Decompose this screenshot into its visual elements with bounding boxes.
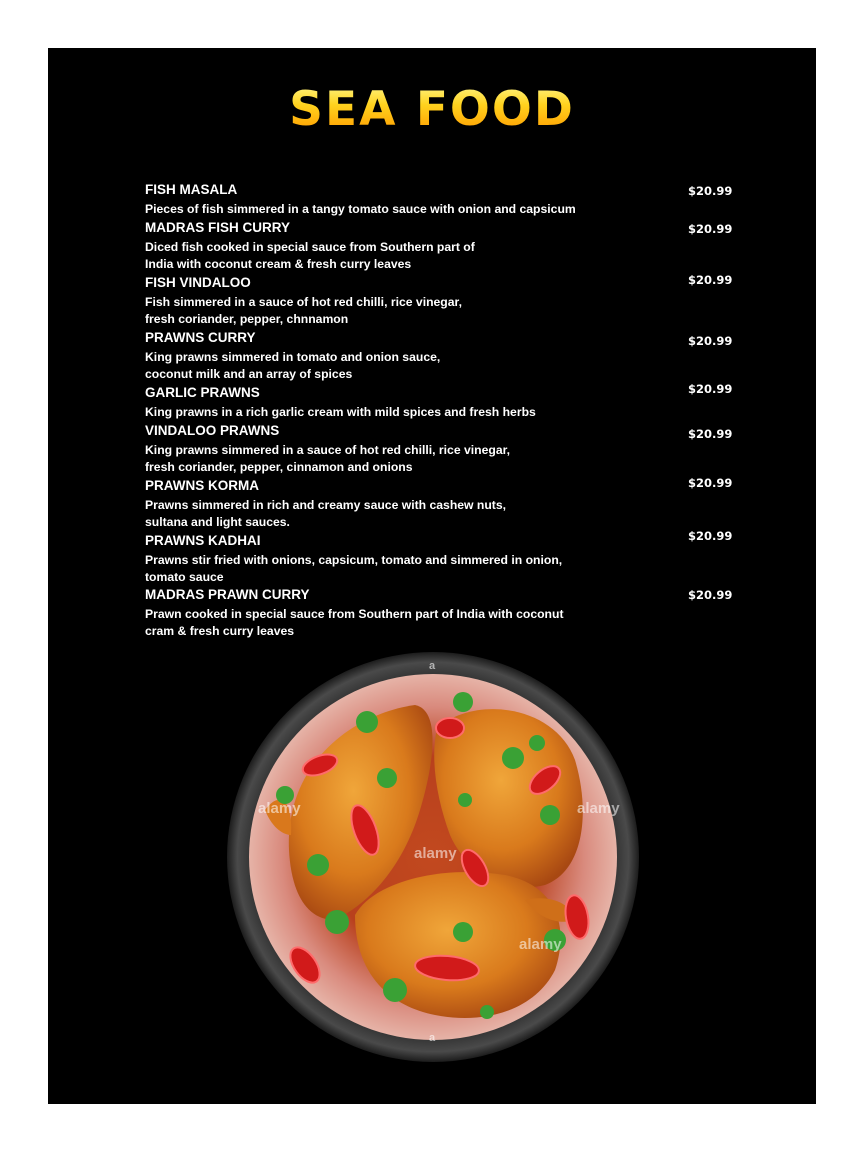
item-price: $20.99 [688, 588, 733, 602]
item-description-line: fresh coriander, pepper, cinnamon and onions [145, 460, 413, 474]
item-description-line: India with coconut cream & fresh curry leaves [145, 257, 412, 271]
item-description-line: tomato sauce [145, 570, 224, 584]
item-description-line: King prawns in a rich garlic cream with mild spices and fresh herbs [145, 405, 536, 419]
item-name-prawns-korma: PRAWNS KORMA [145, 478, 259, 493]
item-price: $20.99 [688, 184, 733, 198]
item-description-line: Prawns stir fried with onions, capsicum, tomato and simmered in onion, [145, 553, 563, 567]
item-name-madras-prawn-curry: MADRAS PRAWN CURRY [145, 587, 310, 602]
item-name-madras-fish-curry: MADRAS FISH CURRY [145, 220, 290, 235]
item-description-line: King prawns simmered in tomato and onion sauce, [145, 350, 441, 364]
item-price: $20.99 [688, 222, 733, 236]
item-name-fish-masala: FISH MASALA [145, 182, 238, 197]
item-price: $20.99 [688, 382, 733, 396]
item-description-line: fresh coriander, pepper, chnnamon [145, 312, 349, 326]
alamy-watermark: alamy [414, 845, 457, 862]
alamy-watermark-mark: a [429, 1032, 436, 1044]
item-description-line: Prawns simmered in rich and creamy sauce with cashew nuts, [145, 498, 507, 512]
item-price: $20.99 [688, 529, 733, 543]
item-description-line: Prawn cooked in special sauce from Southern part of India with coconut [145, 607, 564, 621]
item-name-garlic-prawns: GARLIC PRAWNS [145, 385, 260, 400]
item-description-line: Fish simmered in a sauce of hot red chilli, rice vinegar, [145, 295, 462, 309]
alamy-watermark: alamy [258, 800, 301, 817]
item-description-line: coconut milk and an array of spices [145, 367, 353, 381]
item-price: $20.99 [688, 334, 733, 348]
item-name-prawns-curry: PRAWNS CURRY [145, 330, 256, 345]
item-name-fish-vindaloo: FISH VINDALOO [145, 275, 251, 290]
item-name-vindaloo-prawns: VINDALOO PRAWNS [145, 423, 280, 438]
alamy-watermark: alamy [519, 936, 562, 953]
item-description-line: Diced fish cooked in special sauce from Southern part of [145, 240, 475, 254]
item-name-prawns-kadhai: PRAWNS KADHAI [145, 533, 261, 548]
item-price: $20.99 [688, 476, 733, 490]
alamy-watermark: alamy [577, 800, 620, 817]
item-price: $20.99 [688, 273, 733, 287]
alamy-watermark-mark: a [429, 660, 436, 672]
item-description-line: Pieces of fish simmered in a tangy tomato sauce with onion and capsicum [145, 202, 576, 216]
item-description-line: cram & fresh curry leaves [145, 624, 295, 638]
item-price: $20.99 [688, 427, 733, 441]
item-description-line: King prawns simmered in a sauce of hot red chilli, rice vinegar, [145, 443, 511, 457]
item-description-line: sultana and light sauces. [145, 515, 290, 529]
menu-title: SEA FOOD [0, 86, 864, 133]
